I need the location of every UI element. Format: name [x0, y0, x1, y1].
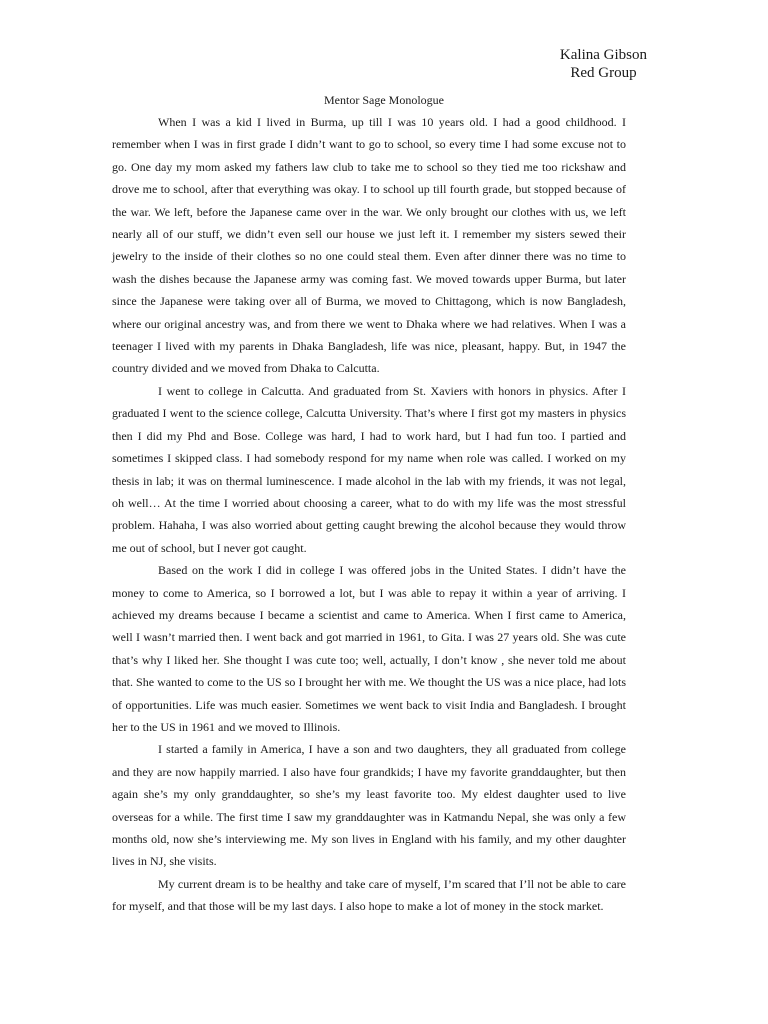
author-name: Kalina Gibson — [559, 47, 647, 63]
paragraph-current-dream: My current dream is to be healthy and take care of myself, I’m scared that I’ll not be able to care for myself, and that those will be my last days. I also hope to make a lot of money in the stock market. — [112, 876, 626, 914]
group-name: Red Group — [570, 65, 637, 81]
author-header — [560, 46, 647, 82]
document-title: Mentor Sage Monologue — [324, 93, 444, 107]
paragraph-america: Based on the work I did in college I was offered jobs in the United States. I didn’t have the money to come to America, so I borrowed a lot, but I was able to repay it within a year of arriving. I achieved my dreams because I became a scientist and came to America. When I first came to America, well I wasn’t married then. I went back and got married in 1961, to Gita. I was 27 years old. She was cute that’s why I liked her. She thought I was cute too; well, actually, I don’t know , she never told me about that. She wanted to come to the US so I brought her with me. We thought the US was a nice place, had lots of opportunities. Life was much easier. Sometimes we went back to visit India and Bangladesh. I brought her to the US in 1961 and we moved to Illinois. — [112, 563, 626, 734]
paragraph-college: I went to college in Calcutta. And graduated from St. Xaviers with honors in physics. After I graduated I went to the science college, Calcutta University. That’s where I first got my masters in physics then I did my Phd and Bose. College was hard, I had to work hard, but I had fun too. I partied and sometimes I skipped class. I had somebody respond for my name when role was called. I worked on my thesis in lab; it was on thermal luminescence. I made alcohol in the lab with my friends, it was not legal, oh well… At the time I worried about choosing a career, what to do with my life was the most stressful problem. Hahaha, I was also worried about getting caught brewing the alcohol because they would throw me out of school, but I never got caught. — [112, 383, 626, 555]
paragraph-family: I started a family in America, I have a son and two daughters, they all graduated from college and they are now happily married. I also have four grandkids; I have my favorite granddaughter, but then again she’s my only granddaughter, so she’s my least favorite too. My eldest daughter used to live overseas for a while. The first time I saw my granddaughter was in Katmandu Nepal, she was only a few months old, now she’s interviewing me. My son lives in England with his family, and my other daughter lives in NJ, she visits. — [112, 742, 626, 869]
document-body — [112, 111, 626, 918]
paragraph-burma-childhood: When I was a kid I lived in Burma, up till I was 10 years old. I had a good childhood. I remember when I was in first grade I didn’t want to go to school, so every time I had some excuse not to go. One day my mom asked my fathers law club to take me to school so they tied me too rickshaw and drove me to school, after that everything was okay. I to school up till fourth grade, but stopped because of the war. We left, before the Japanese came over in the war. We only brought our clothes with us, we left nearly all of our stuff, we didn’t even sell our house we just left it. I remember my sisters sewed their jewelry to the inside of their clothes so no one could steal them. Even after dinner there was no time to wash the dishes because the Japanese army was coming fast. We moved towards upper Burma, but later since the Japanese were taking over all of Burma, we moved to Chittagong, which is now Bangladesh, where our original ancestry was, and from there we went to Dhaka where we had relatives. When I was a teenager I lived with my parents in Dhaka Bangladesh, life was nice, pleasant, happy. But, in 1947 the country divided and we moved from Dhaka to Calcutta. — [112, 115, 626, 376]
